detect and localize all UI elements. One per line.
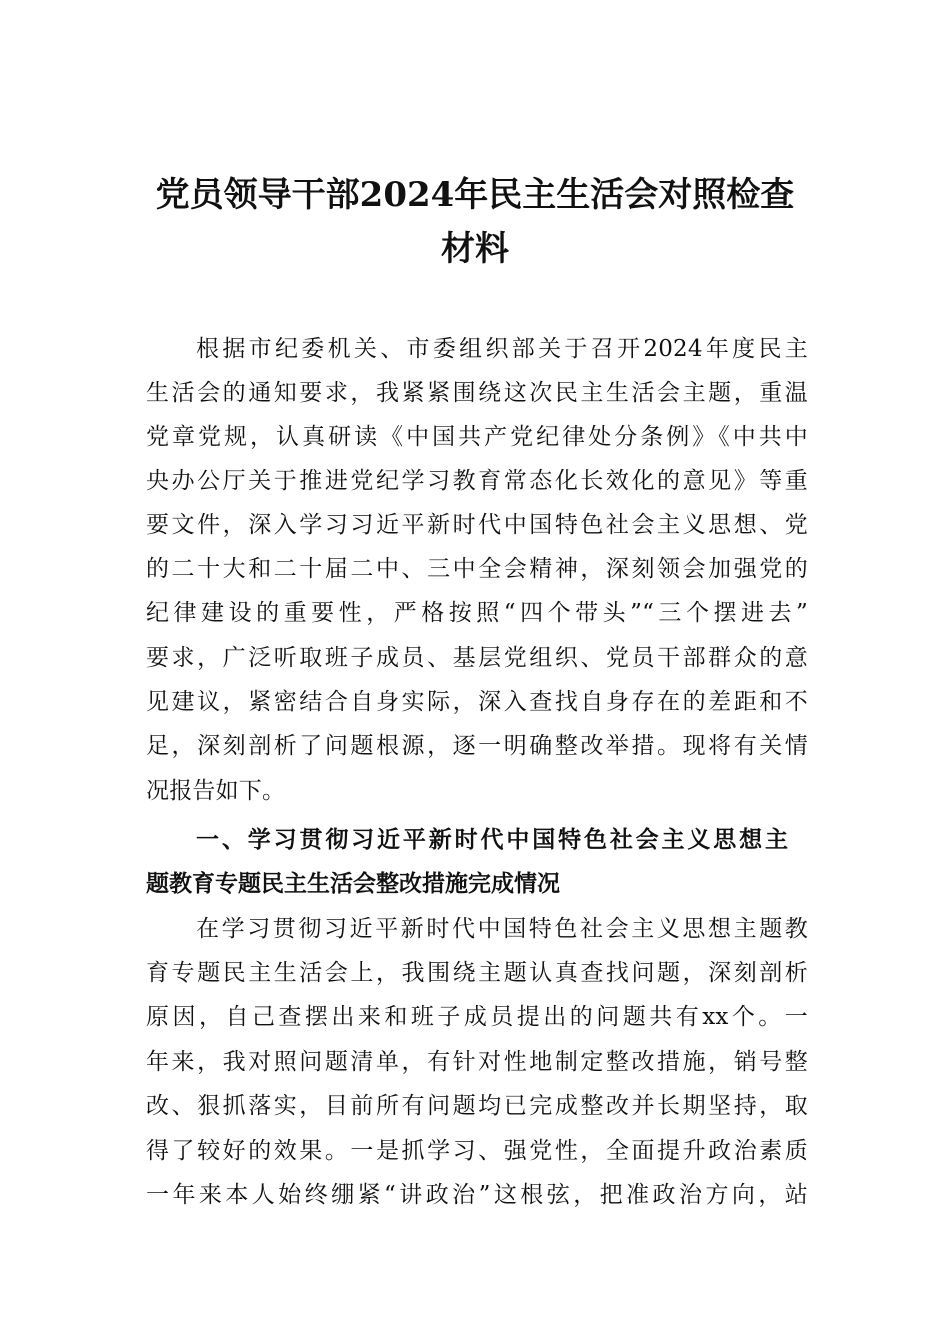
paragraph-line: 年来，我对照问题清单，有针对性地制定整改措施，销号整 [146, 1049, 808, 1075]
paragraph-line: 党章党规，认真研读《中国共产党纪律处分条例》《中共中 [146, 424, 808, 450]
paragraph-line: 足，深刻剖析了问题根源，逐一明确整改举措。现将有关情 [146, 733, 808, 759]
paragraph-line: 在学习贯彻习近平新时代中国特色社会主义思想主题教 [196, 916, 808, 942]
paragraph-line: 原因，自己查摆出来和班子成员提出的问题共有xx个。一 [146, 1004, 808, 1030]
paragraph-line: 的二十大和二十届二中、三中全会精神，深刻领会加强党的 [146, 556, 808, 582]
paragraph-line: 要求，广泛听取班子成员、基层党组织、党员干部群众的意 [146, 645, 808, 671]
paragraph-line: 况报告如下。 [146, 778, 286, 804]
document-title-line-2: 材料 [441, 229, 509, 269]
paragraph-line: 育专题民主生活会上，我围绕主题认真查找问题，深刻剖析 [146, 960, 808, 986]
paragraph-line: 生活会的通知要求，我紧紧围绕这次民主生活会主题，重温 [146, 380, 808, 406]
section-heading-line: 题教育专题民主生活会整改措施完成情况 [146, 871, 560, 897]
paragraph-line: 一年来本人始终绷紧“讲政治”这根弦，把准政治方向，站 [146, 1182, 808, 1208]
document-title-line-1: 党员领导干部2024年民主生活会对照检查 [155, 175, 795, 215]
section-heading-line: 一、学习贯彻习近平新时代中国特色社会主义思想主 [196, 827, 788, 853]
paragraph-line: 要文件，深入学习习近平新时代中国特色社会主义思想、党 [146, 512, 808, 538]
paragraph-line: 纪律建设的重要性，严格按照“四个带头”“三个摆进去” [146, 600, 808, 626]
paragraph-line: 改、狠抓落实，目前所有问题均已完成整改并长期坚持，取 [146, 1093, 808, 1119]
paragraph-line: 央办公厅关于推进党纪学习教育常态化长效化的意见》等重 [146, 468, 808, 494]
paragraph-line: 得了较好的效果。一是抓学习、强党性，全面提升政治素质 [146, 1138, 808, 1164]
paragraph-line: 见建议，紧密结合自身实际，深入查找自身存在的差距和不 [146, 689, 808, 715]
paragraph-line: 根据市纪委机关、市委组织部关于召开2024年度民主 [196, 336, 808, 362]
